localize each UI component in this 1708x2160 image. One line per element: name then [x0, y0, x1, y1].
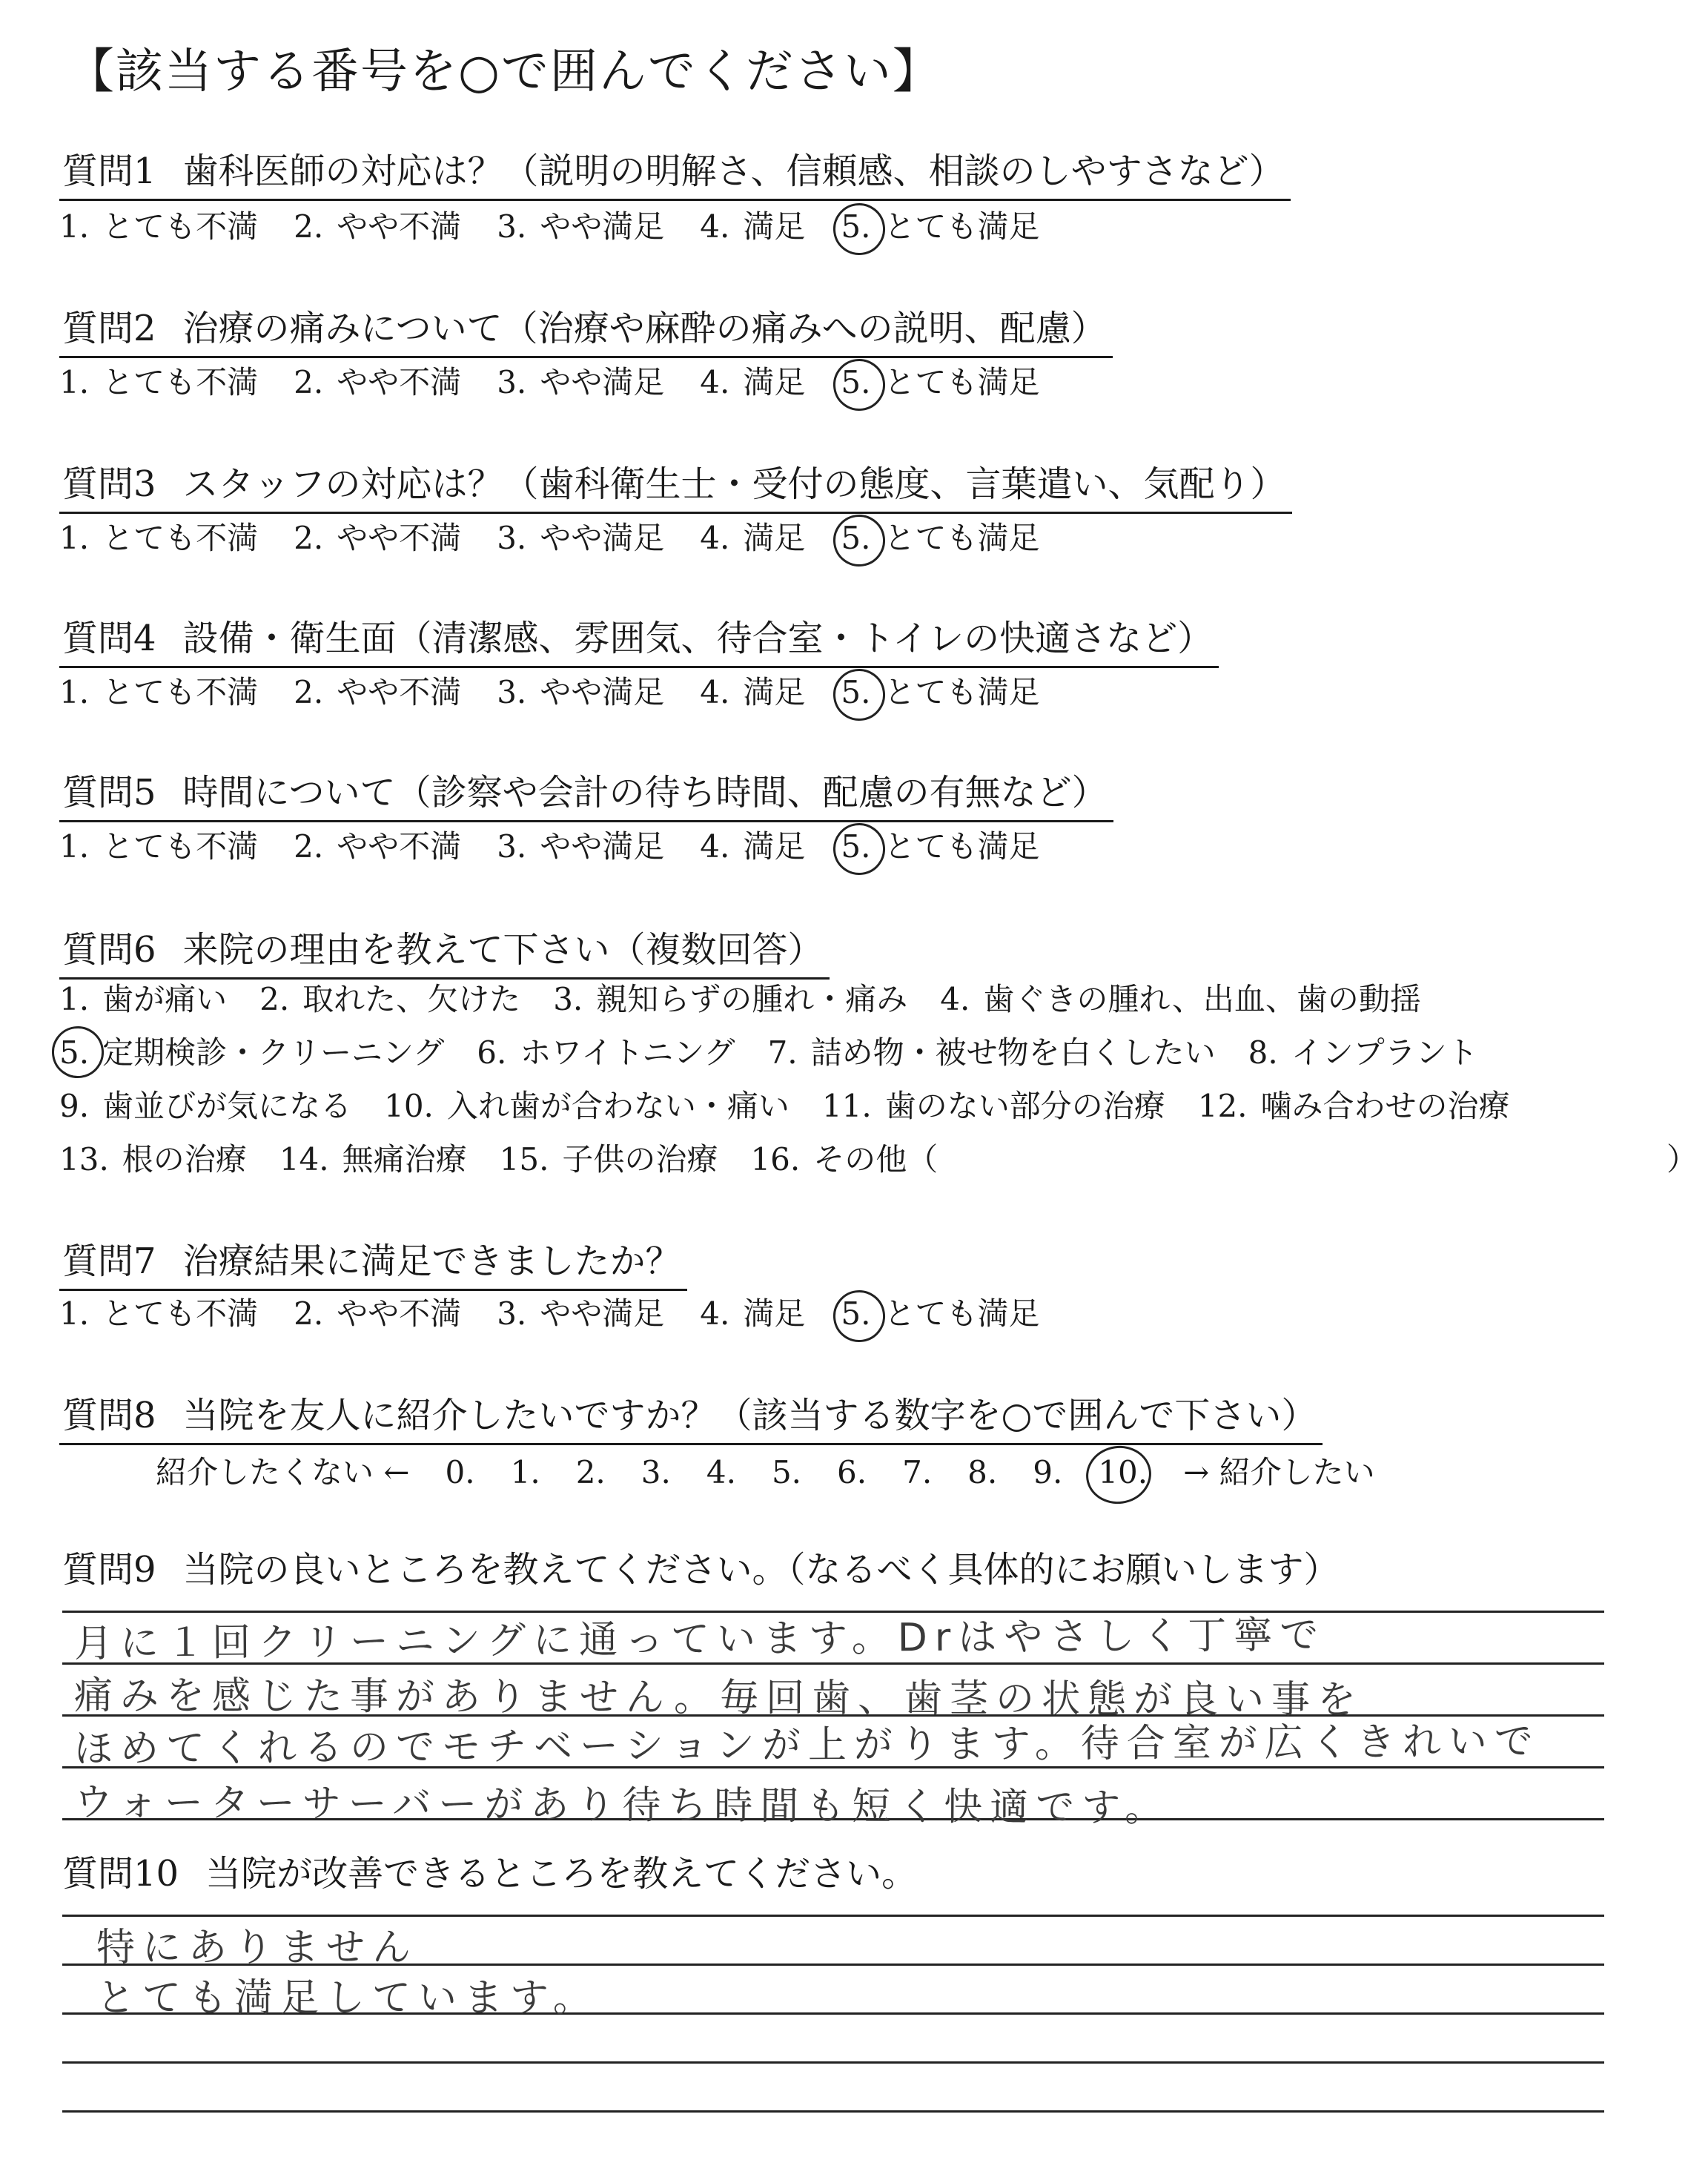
question-heading — [59, 924, 830, 980]
rating-option-1[interactable]: 1. とても不満 — [59, 208, 259, 245]
reason-option-1[interactable]: 1. 歯が痛い — [59, 981, 228, 1017]
scale-value-5[interactable]: 5. — [771, 1454, 802, 1490]
question-number: 質問4 — [62, 618, 156, 659]
scale-value-4[interactable]: 4. — [706, 1454, 736, 1490]
rating-option-5-circled[interactable]: 5. とても満足 — [841, 1290, 1039, 1338]
rating-option-2[interactable]: 2. やや不満 — [294, 208, 462, 245]
rating-options — [59, 669, 1039, 716]
handwritten-answer-line: とても満足しています。 — [96, 1976, 599, 2021]
rating-option-2[interactable]: 2. やや不満 — [294, 1295, 462, 1332]
recommend-scale — [156, 1449, 1375, 1496]
answer-ruled-line — [62, 2061, 1604, 2064]
handwritten-answer-line: 痛みを感じた事がありません。毎回歯、歯茎の状態が良い事を — [73, 1674, 1364, 1723]
question-number: 質問1 — [62, 151, 156, 192]
rating-options — [59, 1290, 1039, 1338]
question-number: 質問8 — [62, 1395, 156, 1436]
question-heading — [59, 612, 1219, 668]
rating-option-4[interactable]: 4. 満足 — [700, 674, 806, 710]
scale-left-label: 紹介したくない ← — [156, 1454, 410, 1490]
question-number: 質問9 — [62, 1549, 156, 1591]
rating-options — [59, 359, 1039, 406]
scale-value-9[interactable]: 9. — [1033, 1454, 1063, 1490]
reason-option-15[interactable]: 15. 子供の治療 — [499, 1141, 718, 1178]
rating-option-4[interactable]: 4. 満足 — [700, 364, 806, 400]
rating-option-2[interactable]: 2. やや不満 — [294, 828, 462, 865]
question-number: 質問2 — [62, 308, 156, 349]
rating-option-5-circled[interactable]: 5. とても満足 — [841, 203, 1039, 251]
question-text: 歯科医師の対応は？（説明の明解さ、信頼感、相談のしやすさなど） — [182, 151, 1285, 192]
scale-value-0[interactable]: 0. — [445, 1454, 475, 1490]
handwritten-answer-line: 特にありません — [96, 1926, 419, 1970]
handwritten-answer-line: ほめてくれるのでモチベーションが上がります。待合室が広くきれいで — [73, 1719, 1540, 1771]
rating-option-4[interactable]: 4. 満足 — [700, 208, 806, 245]
question-text: 当院が改善できるところを教えてください。 — [205, 1853, 918, 1895]
question-heading — [59, 1235, 687, 1291]
question-number: 質問6 — [62, 929, 156, 971]
reason-row — [59, 1133, 1698, 1186]
question-heading — [59, 458, 1292, 514]
other-close-paren: ） — [1666, 1141, 1698, 1178]
question-number: 質問10 — [62, 1853, 179, 1895]
reason-option-13[interactable]: 13. 根の治療 — [59, 1141, 247, 1178]
question-text: 治療の痛みについて（治療や麻酔の痛みへの説明、配慮） — [182, 308, 1107, 349]
question-heading — [59, 303, 1113, 358]
rating-option-5-circled[interactable]: 5. とても満足 — [841, 823, 1039, 871]
question-number: 質問3 — [62, 463, 156, 505]
reason-option-12[interactable]: 12. 噛み合わせの治療 — [1197, 1088, 1510, 1124]
rating-option-1[interactable]: 1. とても不満 — [59, 674, 259, 710]
question-text: 設備・衛生面（清潔感、雰囲気、待合室・トイレの快適さなど） — [182, 618, 1214, 659]
page-title: 【該当する番号を○で囲んでください】 — [67, 44, 941, 99]
scale-value-10-circled[interactable]: 10. — [1098, 1449, 1148, 1496]
question-heading — [59, 1848, 923, 1901]
rating-option-3[interactable]: 3. やや満足 — [497, 520, 665, 556]
rating-option-3[interactable]: 3. やや満足 — [497, 364, 665, 400]
rating-option-3[interactable]: 3. やや満足 — [497, 208, 665, 245]
scale-value-1[interactable]: 1. — [510, 1454, 540, 1490]
scale-value-7[interactable]: 7. — [902, 1454, 933, 1490]
rating-option-2[interactable]: 2. やや不満 — [294, 520, 462, 556]
rating-option-1[interactable]: 1. とても不満 — [59, 364, 259, 400]
rating-option-1[interactable]: 1. とても不満 — [59, 1295, 259, 1332]
reason-option-16-other[interactable]: 16. その他（ — [750, 1141, 939, 1178]
question-heading — [59, 145, 1291, 201]
rating-options — [59, 203, 1039, 251]
question-text: 当院の良いところを教えてください。（なるべく具体的にお願いします） — [182, 1549, 1340, 1591]
scale-value-6[interactable]: 6. — [837, 1454, 867, 1490]
rating-options — [59, 823, 1039, 871]
rating-option-5-circled[interactable]: 5. とても満足 — [841, 669, 1039, 716]
question-text: 時間について（診察や会計の待ち時間、配慮の有無など） — [182, 772, 1108, 813]
reason-option-3[interactable]: 3. 親知らずの腫れ・痛み — [553, 981, 908, 1017]
question-number: 質問7 — [62, 1241, 156, 1282]
answer-ruled-line — [62, 2110, 1604, 2113]
scale-right-label: → 紹介したい — [1183, 1454, 1375, 1490]
scale-value-8[interactable]: 8. — [967, 1454, 998, 1490]
reason-option-14[interactable]: 14. 無痛治療 — [279, 1141, 467, 1178]
reason-row — [59, 1080, 1510, 1133]
rating-option-3[interactable]: 3. やや満足 — [497, 828, 665, 865]
reason-option-7[interactable]: 7. 詰め物・被せ物を白くしたい — [767, 1034, 1216, 1071]
scale-value-3[interactable]: 3. — [640, 1454, 671, 1490]
reason-option-9[interactable]: 9. 歯並びが気になる — [59, 1088, 352, 1124]
question-text: 当院を友人に紹介したいですか？（該当する数字を○で囲んで下さい） — [182, 1395, 1317, 1436]
question-heading — [59, 1390, 1323, 1445]
question-heading — [59, 1544, 1345, 1597]
rating-option-4[interactable]: 4. 満足 — [700, 520, 806, 556]
question-heading — [59, 767, 1113, 822]
rating-options — [59, 515, 1039, 562]
reason-option-4[interactable]: 4. 歯ぐきの腫れ、出血、歯の動揺 — [940, 981, 1421, 1017]
reason-option-10[interactable]: 10. 入れ歯が合わない・痛い — [384, 1088, 790, 1124]
rating-option-3[interactable]: 3. やや満足 — [497, 1295, 665, 1332]
rating-option-1[interactable]: 1. とても不満 — [59, 828, 259, 865]
question-number: 質問5 — [62, 772, 156, 813]
rating-option-4[interactable]: 4. 満足 — [700, 1295, 806, 1332]
reason-options — [59, 973, 1698, 1186]
reason-option-5-circled[interactable]: 5. 定期検診・クリーニング — [59, 1026, 444, 1080]
handwritten-answer-line: 月に１回クリーニングに通っています。Drはやさしく丁寧で — [73, 1613, 1326, 1666]
reason-row — [59, 973, 1510, 1026]
rating-option-4[interactable]: 4. 満足 — [700, 828, 806, 865]
reason-option-2[interactable]: 2. 取れた、欠けた — [259, 981, 521, 1017]
rating-option-2[interactable]: 2. やや不満 — [294, 674, 462, 710]
rating-option-2[interactable]: 2. やや不満 — [294, 364, 462, 400]
reason-option-6[interactable]: 6. ホワイトニング — [477, 1034, 735, 1071]
rating-option-5-circled[interactable]: 5. とても満足 — [841, 359, 1039, 406]
scale-value-2[interactable]: 2. — [575, 1454, 606, 1490]
reason-option-11[interactable]: 11. 歯のない部分の治療 — [821, 1088, 1165, 1124]
reason-row — [59, 1026, 1510, 1080]
handwritten-answer-line: ウォーターサーバーがあり待ち時間も短く快適です。 — [73, 1780, 1171, 1831]
rating-option-3[interactable]: 3. やや満足 — [497, 674, 665, 710]
rating-option-1[interactable]: 1. とても不満 — [59, 520, 259, 556]
reason-option-8[interactable]: 8. インプラント — [1248, 1034, 1478, 1071]
question-text: 来院の理由を教えて下さい（複数回答） — [182, 929, 824, 971]
rating-option-5-circled[interactable]: 5. とても満足 — [841, 515, 1039, 562]
question-text: スタッフの対応は？（歯科衛生士・受付の態度、言葉遣い、気配り） — [182, 463, 1286, 505]
question-text: 治療結果に満足できましたか？ — [182, 1241, 681, 1282]
